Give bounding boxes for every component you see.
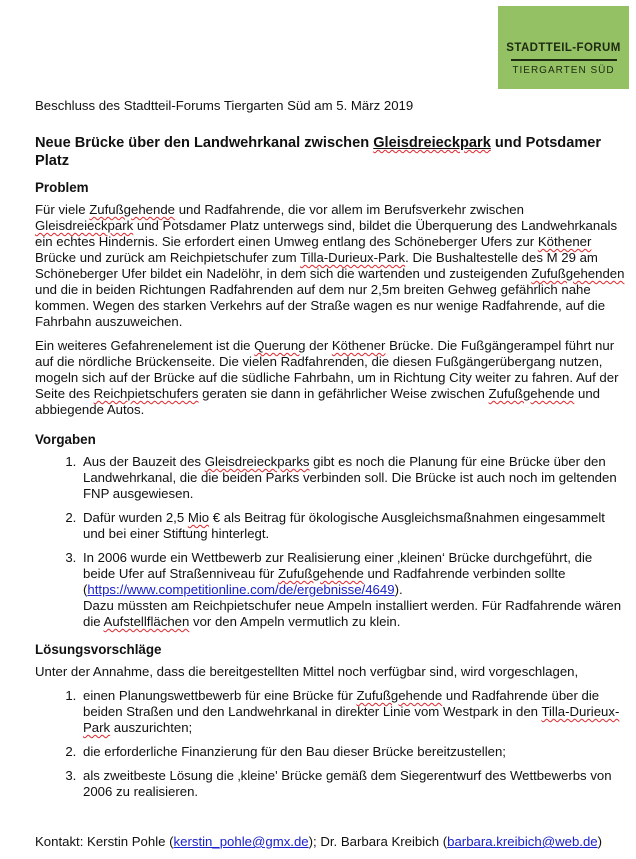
text: . Die Bushaltestelle des M 29 am Schöneberger Ufer bildet ein Nadelöhr, in dem sich die wartenden und zusteigenden — [35, 250, 598, 281]
text: und abbiegende Autos. — [35, 386, 600, 417]
flagged-word: Zufußgehende — [488, 386, 575, 401]
text: Dafür wurden 2,5 — [83, 510, 188, 525]
document-body — [35, 98, 625, 812]
flagged-word: Zufußgehende — [89, 202, 176, 217]
text: geraten sie dann in gefährlicher Weise zwischen — [198, 386, 489, 401]
text: Für viele — [35, 202, 90, 217]
text: Aus der Bauzeit des — [83, 454, 205, 469]
flagged-word: Tilla-Durieux-Park — [83, 704, 620, 735]
text: In 2006 wurde ein Wettbewerb zur Realisierung einer ‚kleinen‘ Brücke durchgeführt, die beide Ufer auf Straßenniveau für — [83, 550, 593, 581]
text: und die in beiden Richtungen Radfahrenden auf dem nur 2,5m breiten Gehweg gefährlich nahe kommen. Wegen des starken Verkehrs auf der Straße wagen es nur wenige Radfahrende, auf die Fahrbahn auszuweichen. — [35, 282, 606, 329]
flagged-word: Reichpietschufers — [93, 386, 199, 401]
text: ); Dr. Barbara Kreibich ( — [308, 834, 448, 849]
section-heading-loesungen: Lösungsvorschläge — [35, 642, 162, 657]
text: und Radfahrende über die beiden Straßen und den Landwehrkanal in direkter Linie vom Westpark in den — [83, 688, 600, 719]
text: Ein weiteres Gefahrenelement ist die — [35, 338, 255, 353]
flagged-word: Zufußgehende — [278, 566, 364, 581]
logo-divider — [511, 59, 617, 61]
competition-link[interactable]: https://www.competitionline.com/de/ergebnisse/4649 — [87, 582, 395, 597]
text: € als Beitrag für ökologische Ausgleichsmaßnahmen eingesammelt und bei einer Stiftung hinterlegt. — [83, 510, 605, 541]
stadtteil-forum-logo — [498, 6, 629, 89]
contact-line — [35, 834, 602, 849]
text: und Radfahrende, die vor allem im Berufsverkehr zwischen — [175, 202, 524, 217]
flagged-word: Tilla-Durieux-Park — [300, 250, 406, 265]
flagged-word: Zufußgehenden — [531, 266, 625, 281]
flagged-word: Köthener — [331, 338, 386, 353]
vorgaben-item-1 — [80, 454, 625, 502]
vorgaben-list — [35, 454, 625, 630]
flagged-word: Aufstellflächen — [103, 614, 190, 629]
text: und Potsdamer Platz unterwegs sind, bildet die Überquerung des Landwehrkanals ein echtes Hindernis. Sie erfordert einen Umweg entlang des Schöneberger Ufers zur — [35, 218, 618, 249]
text: ). — [394, 582, 403, 597]
loesungen-item-3: 3. als zweitbeste Lösung die ‚kleine' Brücke gemäß dem Siegerentwurf des Wettbewerbs von 2006 zu realisieren. — [80, 768, 625, 800]
title-text: und Potsdamer Platz — [35, 135, 602, 169]
flagged-word: Gleisdreieckpark — [373, 135, 491, 151]
flagged-word: Mio — [187, 510, 210, 525]
text: gibt es noch die Planung für eine Brücke über den Landwehrkanal, die die beiden Parks verbinden soll. Die Brücke ist auch noch im geltenden FNP ausgewiesen. — [83, 454, 617, 501]
flagged-word: Gleisdreieckpark — [35, 218, 134, 233]
loesungen-item-2: 2. die erforderliche Finanzierung für den Bau dieser Brücke bereitzustellen; — [80, 744, 625, 760]
vorgaben-item-2 — [80, 510, 625, 542]
text: ) — [597, 834, 603, 849]
flagged-word: Gleisdreieckparks — [204, 454, 310, 469]
logo-line-1: STADTTEIL-FORUM — [506, 42, 621, 54]
loesungen-list — [35, 688, 625, 800]
section-heading-problem: Problem — [35, 180, 89, 195]
text: Kontakt: Kerstin Pohle ( — [35, 834, 174, 849]
spellcheck-word — [373, 135, 491, 151]
email-link-barbara-kreibich[interactable]: barbara.kreibich@web.de — [447, 834, 598, 849]
title-text: Neue Brücke über den Landwehrkanal zwischen — [35, 135, 374, 151]
text: auszurichten; — [110, 720, 193, 735]
logo-line-2: TIERGARTEN SÜD — [512, 65, 615, 76]
text: der — [305, 338, 332, 353]
text: vor den Ampeln vermutlich zu klein. — [189, 614, 401, 629]
flagged-word: Köthener — [537, 234, 592, 249]
flagged-word: Querung — [254, 338, 306, 353]
email-link-kerstin-pohle[interactable]: kerstin_pohle@gmx.de — [173, 834, 309, 849]
resolution-date-line: Beschluss des Stadtteil-Forums Tiergarten Süd am 5. März 2019 — [35, 98, 414, 113]
text: Brücke. Die Fußgängerampel führt nur auf die nördliche Brückenseite. Die vielen Radfahrenden, die diesen Fußgängerübergang nutzen, mogeln sich auf der Brücke auf die südliche Fahrbahn, um in Richtung City weiter zu fahren. Auf der Seite des — [35, 338, 619, 401]
problem-paragraph-2 — [35, 338, 625, 418]
loesungen-item-1 — [80, 688, 625, 736]
text: Brücke und zurück am Reichpietschufer zum — [35, 250, 301, 265]
vorgaben-item-3 — [80, 550, 625, 630]
loesungen-intro: Unter der Annahme, dass die bereitgestellten Mittel noch verfügbar sind, wird vorgeschlagen, — [35, 664, 579, 679]
text: einen Planungswettbewerb für eine Brücke für — [83, 688, 357, 703]
section-heading-vorgaben: Vorgaben — [35, 432, 96, 447]
flagged-word: Zufußgehende — [356, 688, 443, 703]
problem-paragraph-1 — [35, 202, 625, 330]
text: und Radfahrende verbinden sollte ( — [83, 566, 566, 597]
document-title — [35, 134, 625, 170]
text: Dazu müssten am Reichpietschufer neue Ampeln installiert werden. Für Radfahrende wären die — [83, 598, 622, 629]
